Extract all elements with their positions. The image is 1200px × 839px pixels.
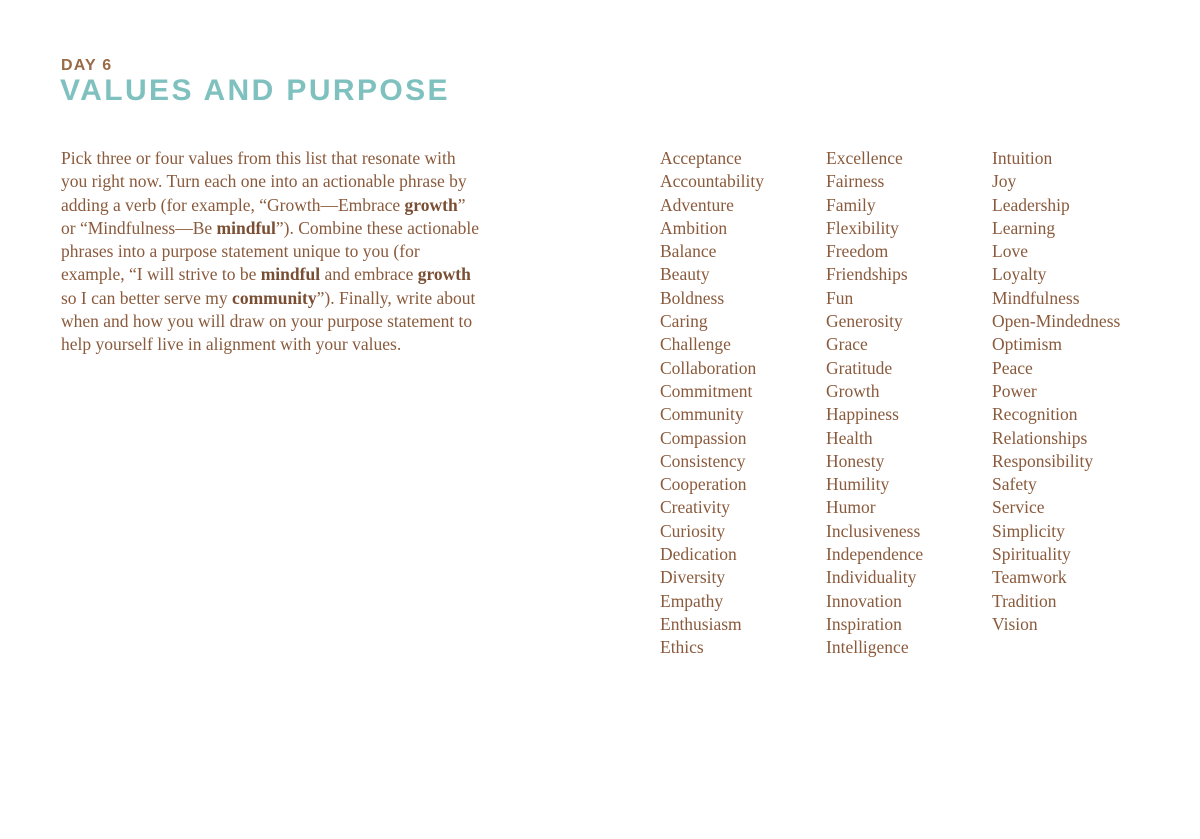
value-item: Friendships	[826, 264, 908, 285]
emphasis-growth: growth	[417, 264, 471, 285]
value-item: Community	[660, 404, 744, 425]
day-label: DAY 6	[61, 57, 113, 74]
value-item: Dedication	[660, 544, 737, 565]
value-item: Health	[826, 427, 873, 448]
value-item: Humor	[826, 497, 876, 518]
value-item: Consistency	[660, 450, 746, 471]
value-item: Tradition	[992, 590, 1057, 611]
intro-paragraph	[61, 147, 481, 357]
value-item: Safety	[992, 474, 1037, 495]
value-item: Innovation	[826, 590, 902, 611]
value-item: Relationships	[992, 427, 1088, 448]
value-item: Inspiration	[826, 613, 902, 634]
value-item: Independence	[826, 544, 924, 565]
value-item: Intuition	[992, 148, 1053, 168]
intro-text: Pick three or four values from this list that resonate with you right now. Turn each one into an actionable phrase by adding a verb (for example, “Growth—Embrace	[61, 148, 467, 215]
value-item: Teamwork	[992, 567, 1067, 588]
value-item: Simplicity	[992, 520, 1065, 541]
value-item: Creativity	[660, 497, 730, 518]
value-item: Responsibility	[992, 450, 1094, 471]
intro-text: ”). Combine these actionable phrases into a purpose statement unique to you (for example, “I will strive to be	[61, 217, 479, 285]
emphasis-growth: growth	[404, 194, 458, 215]
value-item: Boldness	[660, 287, 725, 308]
intro-text: so I can better serve my	[61, 287, 233, 308]
value-item: Collaboration	[660, 357, 757, 378]
value-item: Ethics	[660, 637, 704, 658]
value-item: Service	[992, 497, 1045, 518]
value-item: Diversity	[660, 567, 726, 588]
value-item: Curiosity	[660, 520, 726, 541]
value-item: Individuality	[826, 567, 917, 588]
value-item: Power	[992, 380, 1037, 401]
value-item: Freedom	[826, 241, 889, 262]
value-item: Family	[826, 194, 876, 215]
value-item: Excellence	[826, 148, 903, 168]
value-item: Adventure	[660, 194, 734, 215]
value-item: Empathy	[660, 590, 724, 611]
value-item: Love	[992, 241, 1028, 262]
intro-text: and embrace	[320, 264, 418, 285]
value-item: Fairness	[826, 171, 885, 192]
value-item: Compassion	[660, 427, 747, 448]
value-item: Generosity	[826, 311, 903, 332]
emphasis-mindful: mindful	[260, 264, 321, 285]
value-item: Happiness	[826, 404, 899, 425]
value-item: Inclusiveness	[826, 520, 921, 541]
values-column-1	[660, 147, 764, 660]
value-item: Intelligence	[826, 637, 909, 658]
value-item: Enthusiasm	[660, 613, 742, 634]
emphasis-mindful: mindful	[216, 217, 276, 238]
value-item: Fun	[826, 287, 854, 308]
value-item: Acceptance	[660, 148, 742, 168]
value-item: Mindfulness	[992, 287, 1080, 308]
value-item: Vision	[992, 613, 1038, 634]
value-item: Ambition	[660, 217, 728, 238]
value-item: Balance	[660, 241, 717, 262]
value-item: Recognition	[992, 404, 1078, 425]
values-column-3	[992, 147, 1120, 636]
value-item: Spirituality	[992, 544, 1071, 565]
value-item: Accountability	[660, 171, 765, 192]
value-item: Joy	[992, 171, 1017, 192]
value-item: Flexibility	[826, 217, 899, 238]
value-item: Honesty	[826, 450, 885, 471]
value-item: Growth	[826, 380, 880, 401]
value-item: Beauty	[660, 264, 710, 285]
value-item: Caring	[660, 311, 708, 332]
value-item: Challenge	[660, 334, 731, 355]
intro-text: ”). Finally, write about when and how you will draw on your purpose statement to help yourself live in alignment with your values.	[61, 287, 476, 355]
value-item: Humility	[826, 474, 890, 495]
value-item: Optimism	[992, 334, 1063, 355]
value-item: Peace	[992, 357, 1033, 378]
value-item: Leadership	[992, 194, 1070, 215]
emphasis-community: community	[232, 287, 317, 308]
value-item: Gratitude	[826, 357, 893, 378]
value-item: Grace	[826, 334, 868, 355]
value-item: Commitment	[660, 380, 753, 401]
intro-text: ” or “Mindfulness—Be	[61, 194, 466, 238]
value-item: Loyalty	[992, 264, 1047, 285]
values-column-2	[826, 147, 923, 660]
value-item: Learning	[992, 217, 1056, 238]
value-item: Cooperation	[660, 474, 747, 495]
value-item: Open-Mindedness	[992, 311, 1121, 332]
page-title: VALUES AND PURPOSE	[60, 74, 450, 107]
